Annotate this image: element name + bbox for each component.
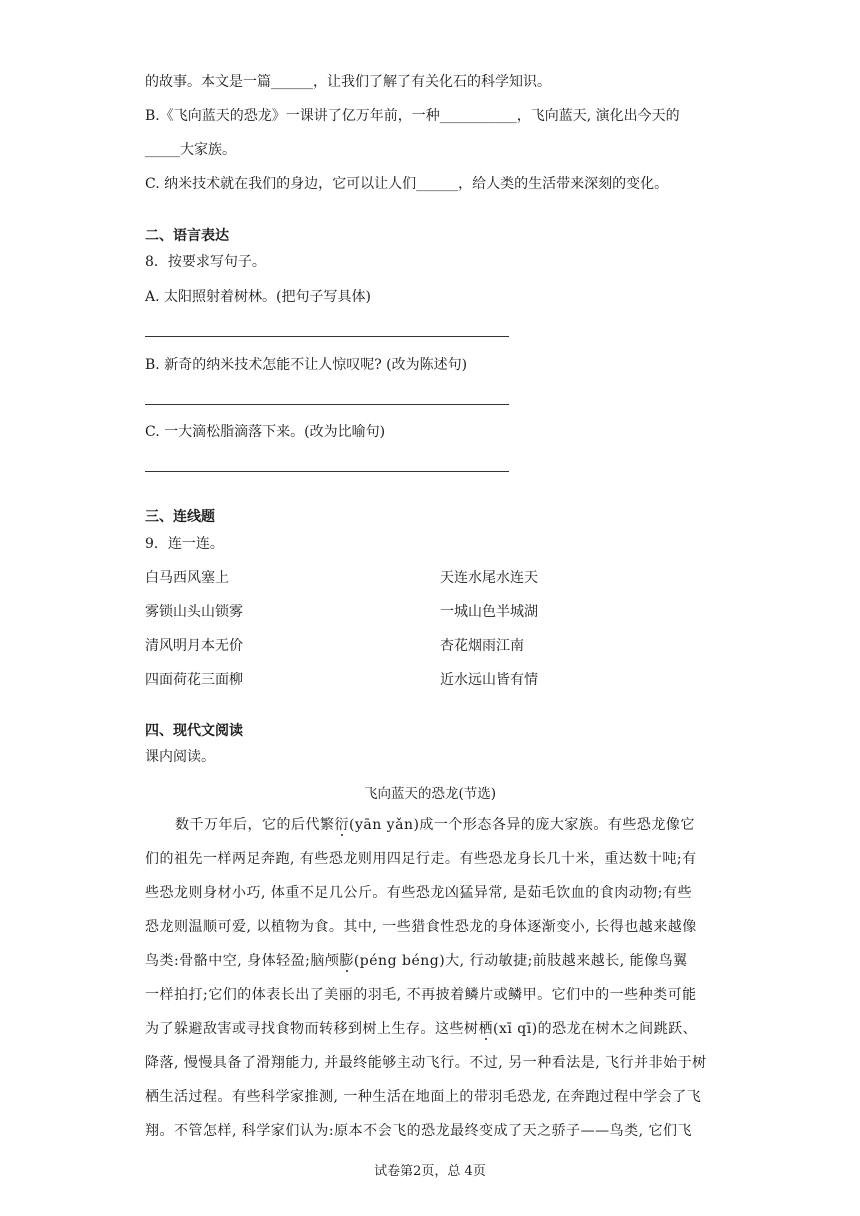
passage-text: 鸟类:骨骼中空, 身体轻盈;脑颅 bbox=[145, 953, 340, 969]
passage-line: 恐龙则温顺可爱, 以植物为食。其中, 一些猎食性恐龙的身体逐渐变小, 长得也越来越像 bbox=[145, 919, 697, 935]
passage-line: 们的祖先一样两足奔跑, 有些恐龙则用四足行走。有些恐龙身长几十米，重达数十吨;有 bbox=[145, 851, 697, 867]
dotted-char: 膨 bbox=[339, 953, 354, 969]
passage-line: 降落, 慢慢具备了滑翔能力, 并最终能够主动飞行。不过, 另一种看法是, 飞行并非始于树 bbox=[145, 1055, 707, 1071]
q8-b: B. 新奇的纳米技术怎能不让人惊叹呢? (改为陈述句) bbox=[145, 357, 468, 373]
dotted-char: 栖 bbox=[478, 1021, 493, 1037]
match-right-item[interactable]: 一城山色半城湖 bbox=[440, 604, 538, 620]
passage-text: (péng béng)大, 行动敏捷;前肢越来越长, 能像鸟翼 bbox=[353, 953, 688, 969]
match-left-item[interactable]: 四面荷花三面柳 bbox=[145, 672, 243, 688]
passage-line: 翔。不管怎样, 科学家们认为:原本不会飞的恐龙最终变成了天之骄子——鸟类, 它们飞 bbox=[145, 1123, 693, 1139]
passage-line bbox=[145, 1019, 715, 1039]
fill-a-tail: 的故事。本文是一篇______，让我们了解了有关化石的科学知识。 bbox=[145, 74, 551, 90]
answer-line-c[interactable] bbox=[145, 471, 509, 472]
passage-line: 些恐龙则身材小巧, 体重不足几公斤。有些恐龙凶猛异常, 是茹毛饮血的食肉动物;有些 bbox=[145, 885, 693, 901]
passage-line: 一样拍打;它们的体表长出了美丽的羽毛, 不再披着鳞片或鳞甲。它们中的一些种类可能 bbox=[145, 987, 697, 1003]
fill-c-line: C. 纳米技术就在我们的身边，它可以让人们______，给人类的生活带来深刻的变化。 bbox=[145, 176, 669, 192]
reading-intro: 课内阅读。 bbox=[145, 749, 215, 765]
fill-b-line1: B.《飞向蓝天的恐龙》一课讲了亿万年前，一种___________，飞向蓝天, 演化出今天的 bbox=[145, 108, 680, 124]
passage-text: (xī qī)的恐龙在树木之间跳跃、 bbox=[493, 1021, 698, 1037]
match-left-item[interactable]: 清风明月本无价 bbox=[145, 638, 243, 654]
match-left-item[interactable]: 雾锁山头山锁雾 bbox=[145, 604, 243, 620]
passage-text: 数千万年后，它的后代繁 bbox=[175, 817, 335, 833]
match-right-item[interactable]: 近水远山皆有情 bbox=[440, 672, 538, 688]
match-right-item[interactable]: 天连水尾水连天 bbox=[440, 570, 538, 586]
passage-title: 飞向蓝天的恐龙(节选) bbox=[363, 786, 497, 802]
fill-b-line2: _____大家族。 bbox=[145, 142, 236, 158]
match-left-item[interactable]: 白马西风塞上 bbox=[145, 570, 229, 586]
dotted-char: 衍 bbox=[334, 817, 349, 833]
question-9: 9．连一连。 bbox=[145, 536, 224, 552]
passage-line: 栖生活过程。有些科学家推测, 一种生活在地面上的带羽毛恐龙, 在奔跑过程中学会了飞 bbox=[145, 1089, 702, 1105]
passage-line bbox=[145, 951, 715, 971]
question-8: 8．按要求写句子。 bbox=[145, 254, 266, 270]
section3-heading: 三、连线题 bbox=[145, 509, 215, 525]
passage-text: (yān yǎn)成一个形态各异的庞大家族。有些恐龙像它 bbox=[349, 817, 695, 833]
passage-line bbox=[175, 815, 745, 835]
answer-line-a[interactable] bbox=[145, 336, 509, 337]
section2-heading: 二、语言表达 bbox=[145, 228, 229, 244]
match-right-item[interactable]: 杏花烟雨江南 bbox=[440, 638, 524, 654]
q8-c: C. 一大滴松脂滴落下来。(改为比喻句) bbox=[145, 424, 386, 440]
section4-heading: 四、现代文阅读 bbox=[145, 723, 243, 739]
q8-a: A. 太阳照射着树林。(把句子写具体) bbox=[145, 289, 371, 305]
answer-line-b[interactable] bbox=[145, 404, 509, 405]
page-footer: 试卷第2页，总 4页 bbox=[374, 1164, 486, 1179]
passage-text: 为了躲避敌害或寻找食物而转移到树上生存。这些树 bbox=[145, 1021, 479, 1037]
